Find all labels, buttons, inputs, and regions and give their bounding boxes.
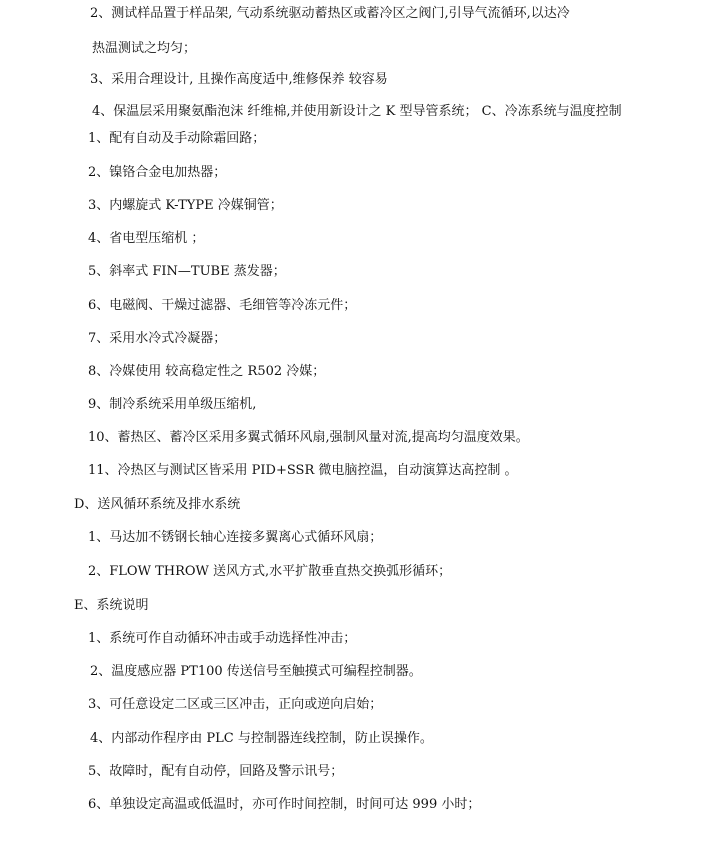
- section-heading: D、送风循环系统及排水系统: [74, 497, 241, 512]
- text-line: 2、测试样品置于样品架, 气动系统驱动蓄热区或蓄冷区之阀门,引导气流循环,以达冷: [90, 6, 570, 21]
- text-line: 1、配有自动及手动除霜回路；: [88, 131, 266, 146]
- text-line: 4、保温层采用聚氨酯泡沫 纤维棉,并使用新设计之 K 型导管系统； C、冷冻系统与温度控制: [92, 104, 622, 119]
- section-heading: E、系统说明: [74, 598, 149, 613]
- text-line: 10、蓄热区、蓄冷区采用多翼式循环风扇,强制风量对流,提高均匀温度效果。: [88, 430, 529, 445]
- text-line: 2、镍铬合金电加热器；: [88, 165, 227, 180]
- text-line: 4、内部动作程序由 PLC 与控制器连线控制，防止误操作。: [90, 731, 433, 746]
- text-line: 4、省电型压缩机 ；: [88, 231, 205, 246]
- text-line: 2、温度感应器 PT100 传送信号至触摸式可编程控制器。: [90, 664, 422, 679]
- text-line: 2、FLOW THROW 送风方式,水平扩散垂直热交换弧形循环；: [88, 564, 452, 579]
- text-line: 5、故障时，配有自动停，回路及警示讯号；: [88, 764, 344, 779]
- text-line: 3、可任意设定二区或三区冲击，正向或逆向启始；: [88, 697, 383, 712]
- text-line: 3、内螺旋式 K-TYPE 冷媒铜管；: [88, 198, 283, 213]
- text-line: 6、单独设定高温或低温时，亦可作时间控制，时间可达 999 小时；: [88, 797, 481, 812]
- text-line: 9、制冷系统采用单级压缩机,: [88, 397, 257, 412]
- text-line: 5、斜率式 FIN—TUBE 蒸发器；: [88, 264, 286, 279]
- text-line: 8、冷媒使用 较高稳定性之 R502 冷媒；: [88, 364, 326, 379]
- text-line: 6、电磁阀、干燥过滤器、毛细管等冷冻元件；: [88, 298, 357, 313]
- text-line: 1、马达加不锈钢长轴心连接多翼离心式循环风扇；: [88, 530, 383, 545]
- text-line: 1、系统可作自动循环冲击或手动选择性冲击；: [88, 631, 357, 646]
- text-line: 7、采用水冷式冷凝器；: [88, 331, 227, 346]
- text-line: 11、冷热区与测试区皆采用 PID+SSR 微电脑控温，自动演算达高控制 。: [88, 463, 518, 478]
- text-line: 3、采用合理设计, 且操作高度适中,维修保养 较容易: [90, 72, 388, 87]
- text-line: 热温测试之均匀；: [92, 41, 197, 56]
